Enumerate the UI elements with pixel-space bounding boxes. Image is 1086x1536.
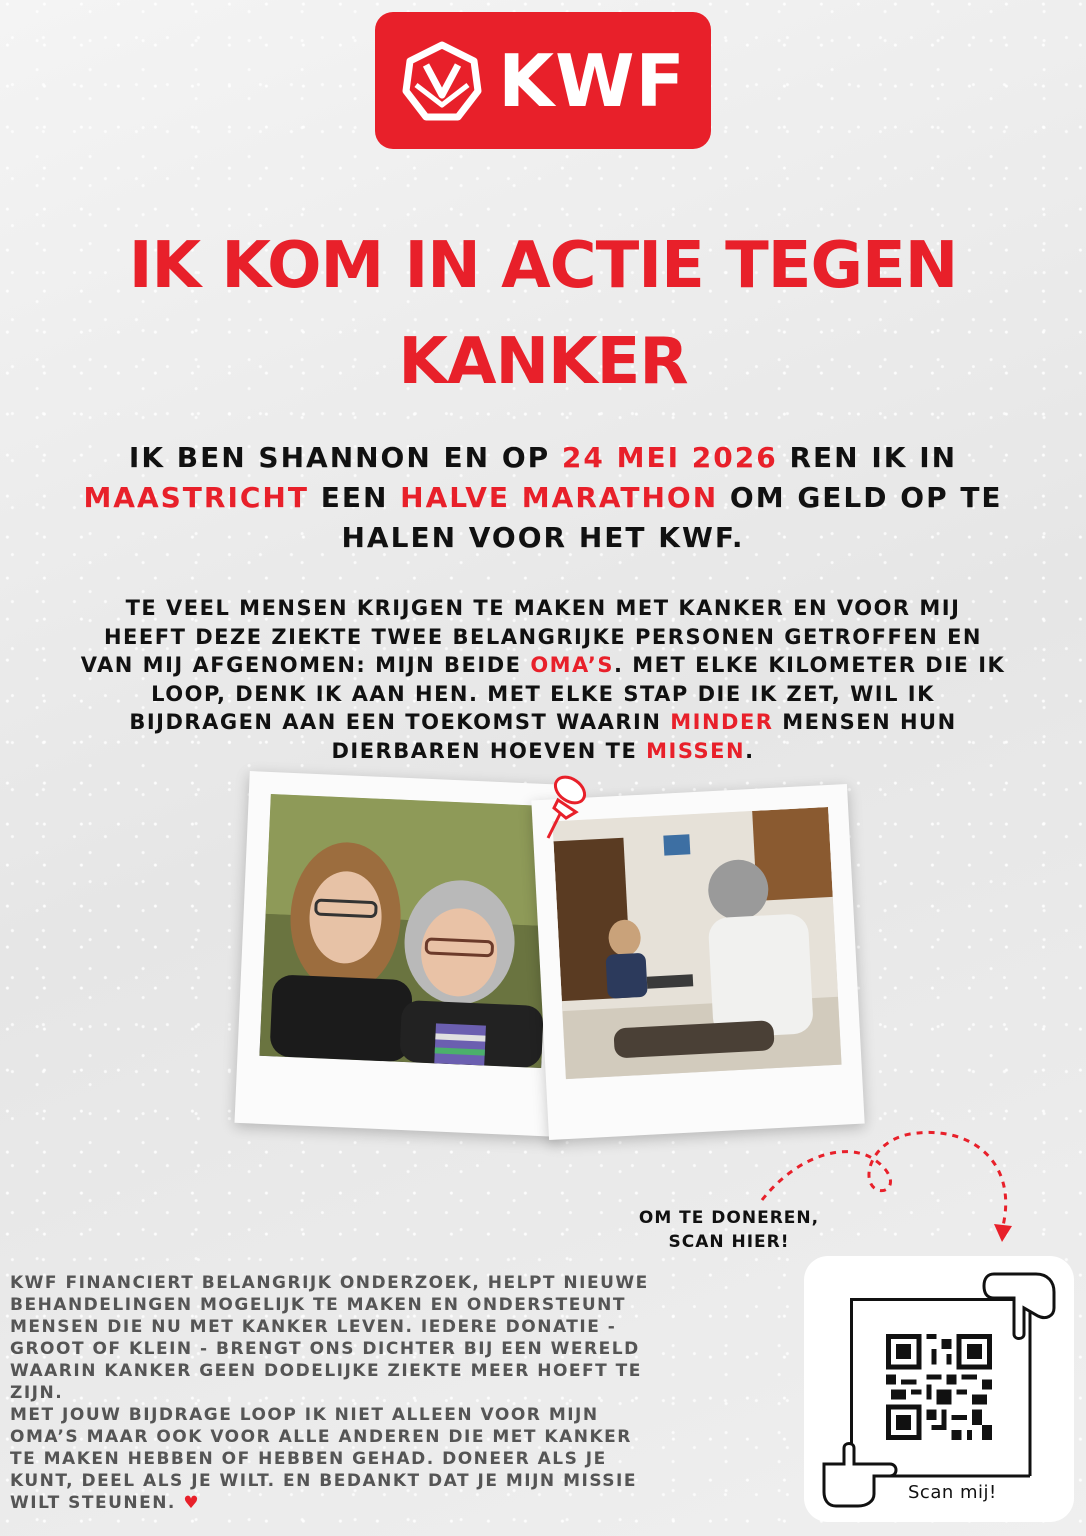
intro-city: MAASTRICHT bbox=[83, 481, 309, 514]
intro-part-2: REN IK IN bbox=[777, 441, 958, 474]
story-part-4: . bbox=[745, 738, 755, 763]
donate-cta bbox=[604, 1206, 854, 1254]
bottom-paragraph bbox=[10, 1272, 650, 1514]
headline-line-2: KANKER bbox=[398, 325, 688, 399]
intro-text bbox=[40, 438, 1046, 558]
story-missen: MISSEN bbox=[646, 738, 746, 763]
donate-cta-line-1: OM TE DONEREN, bbox=[638, 1208, 820, 1228]
photo-shannon-with-grandma bbox=[259, 794, 552, 1068]
photo-grandma-with-child bbox=[552, 807, 841, 1079]
logo-text: KWF bbox=[498, 38, 686, 123]
photo-illustration-1 bbox=[259, 794, 552, 1068]
heart-icon: ♥ bbox=[183, 1493, 201, 1513]
story-part-1: TE VEEL MENSEN KRIJGEN TE MAKEN MET KANKER EN VOOR MIJ HEEFT DEZE ZIEKTE TWEE BELANGRIJKE PERSONEN GETROFFEN EN VAN MIJ AFGENOMEN: MIJN BEIDE bbox=[80, 596, 983, 677]
intro-part-1: IK BEN SHANNON EN OP bbox=[128, 441, 562, 474]
bottom-paragraph-2 bbox=[10, 1404, 650, 1514]
scan-me-label: Scan mij! bbox=[908, 1482, 997, 1503]
headline-line-1: IK KOM IN ACTIE TEGEN bbox=[128, 229, 958, 303]
bottom-paragraph-1: KWF FINANCIERT BELANGRIJK ONDERZOEK, HELPT NIEUWE BEHANDELINGEN MOGELIJK TE MAKEN EN ONDERSTEUNT MENSEN DIE NU MET KANKER LEVEN. IEDERE DONATIE - GROOT OF KLEIN - BRENGT ONS DICHTER BIJ EEN WERELD WAARIN KANKER GEEN DODELIJKE ZIEKTE MEER HOEFT TE ZIJN. bbox=[10, 1273, 649, 1403]
donate-cta-line-2: SCAN HIER! bbox=[668, 1232, 790, 1252]
pointing-hand-right-icon bbox=[814, 1434, 904, 1514]
qr-card[interactable] bbox=[804, 1256, 1074, 1522]
intro-date: 24 MEI 2026 bbox=[561, 441, 778, 474]
pointing-hand-down-icon bbox=[974, 1264, 1064, 1344]
headline bbox=[40, 218, 1046, 410]
intro-event: HALVE MARATHON bbox=[400, 481, 719, 514]
story-omas: OMA’S bbox=[530, 653, 614, 677]
pushpin-icon bbox=[536, 774, 596, 846]
story-part-3: MENSEN HUN DIERBAREN HOEVEN TE bbox=[331, 710, 957, 763]
qr-code[interactable] bbox=[886, 1334, 992, 1440]
intro-part-4: OM GELD OP TE HALEN VOOR HET KWF. bbox=[341, 481, 1003, 554]
story-minder: MINDER bbox=[670, 710, 774, 734]
story-part-2: . MET ELKE KILOMETER DIE IK LOOP, DENK IK AAN HEN. MET ELKE STAP DIE IK ZET, WIL IK BIJDRAGEN AAN EEN TOEKOMST WAARIN bbox=[129, 653, 1006, 734]
kwf-logo bbox=[375, 12, 711, 149]
photo-illustration-2 bbox=[552, 807, 841, 1079]
polaroid-photo-1 bbox=[234, 771, 575, 1137]
intro-part-3: EEN bbox=[308, 481, 401, 514]
kwf-emblem-icon bbox=[400, 39, 484, 123]
bottom-paragraph-2-text: MET JOUW BIJDRAGE LOOP IK NIET ALLEEN VOOR MIJN OMA’S MAAR OOK VOOR ALLE ANDEREN DIE MET KANKER TE MAKEN HEBBEN OF HEBBEN GEHAD. DONEER ALS JE KUNT, DEEL ALS JE WILT. EN BEDANKT DAT JE MIJN MISSIE WILT STEUNEN. bbox=[10, 1405, 637, 1513]
story-text bbox=[80, 594, 1006, 765]
